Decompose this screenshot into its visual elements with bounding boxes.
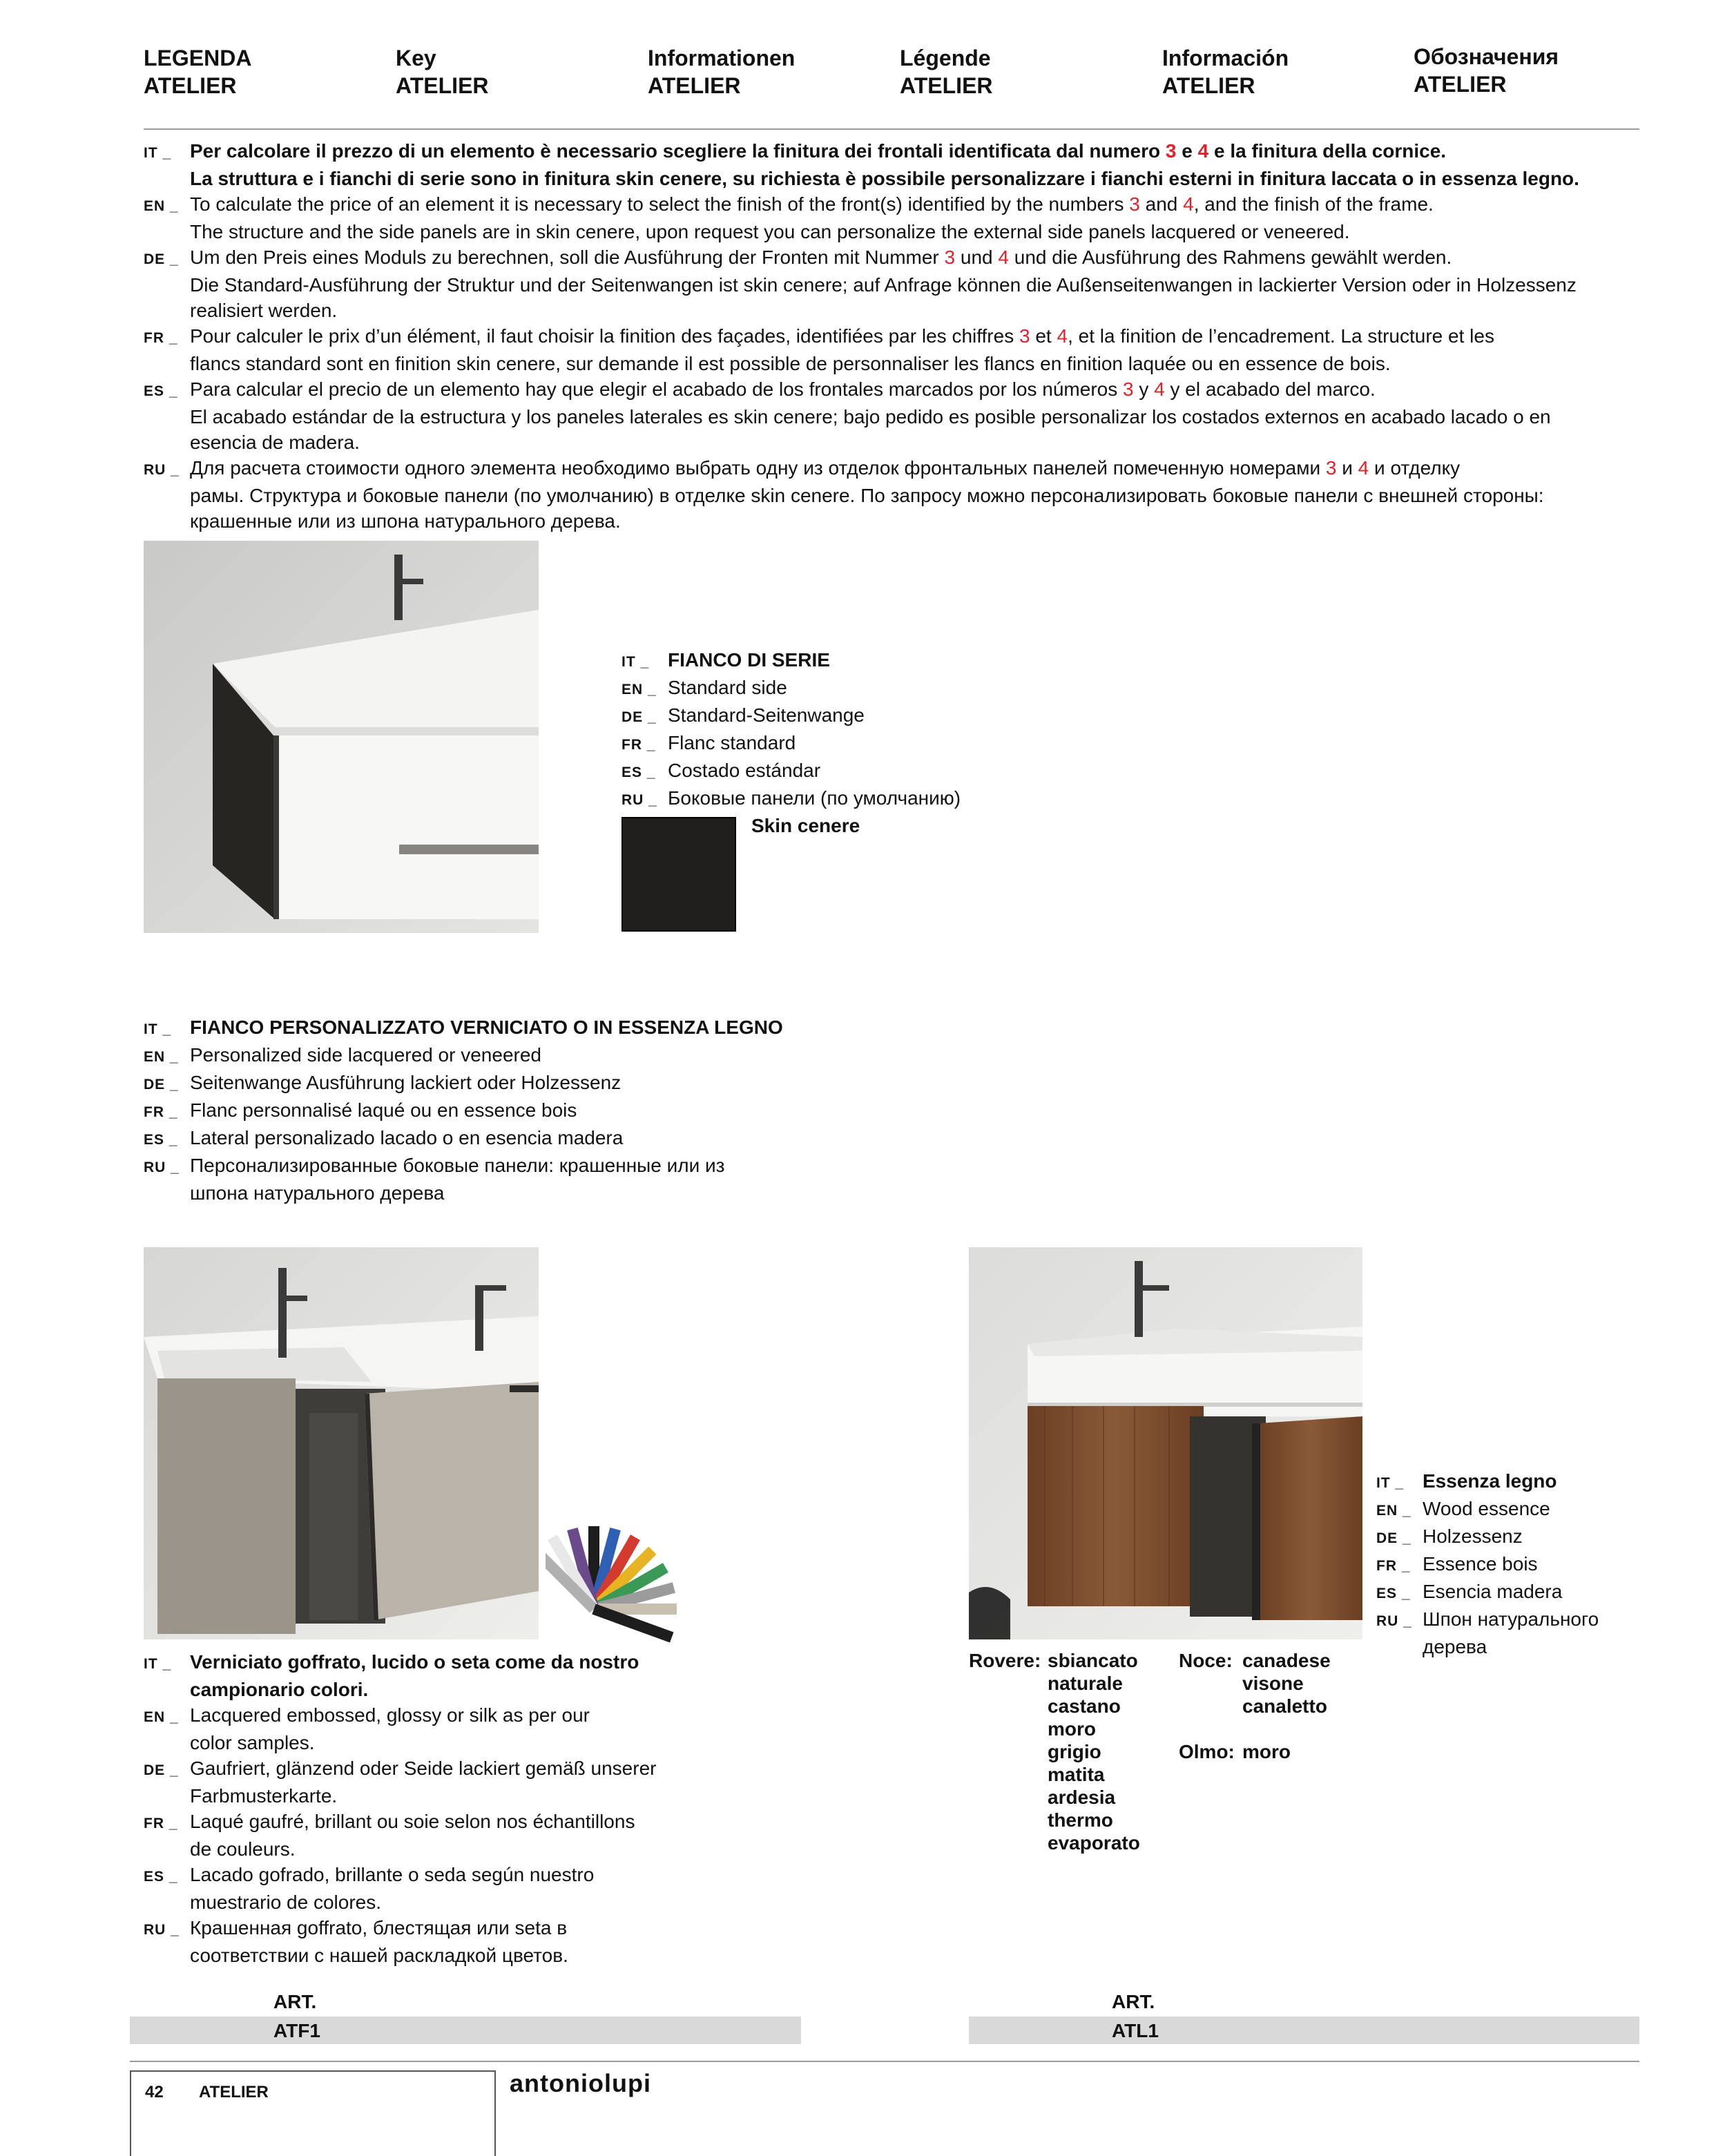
standard-side-es: ES _ Costado estándar [621, 760, 821, 781]
lacquered-es-cont: muestrario de colores. [190, 1892, 382, 1913]
footer-section: ATELIER [199, 2083, 269, 2101]
wood-fr: FR _ Essence bois [1376, 1553, 1538, 1575]
standard-side-fr: FR _ Flanc standard [621, 732, 796, 753]
header-col-ru: Обозначения ATELIER [1414, 44, 1559, 97]
intro-es-line2: El acabado estándar de la estructura y los paneles laterales es skin cenere; bajo pedido es posible personalizar los costados externos en acabado lacado o en [190, 406, 1551, 427]
rovere-options [1048, 1649, 1199, 1854]
standard-side-en: EN _ Standard side [621, 677, 787, 698]
page-number: 42 [145, 2083, 164, 2101]
wood-legend [1376, 1468, 1599, 1659]
wood-en: EN _ Wood essence [1376, 1498, 1550, 1519]
wood-photo [969, 1247, 1362, 1639]
intro-es-line1: ES _ Para calcular el precio de un elemento hay que elegir el acabado de los frontales marcados por los números 3 y 4 y el acabado del marco. [144, 378, 1376, 400]
noce-option: canaletto [1242, 1695, 1327, 1717]
wood-ru: RU _ Шпон натурального [1376, 1608, 1599, 1630]
lacquered-es: ES _ Lacado gofrado, brillante o seda según nuestro [144, 1864, 595, 1885]
intro-es-line3: esencia de madera. [190, 432, 360, 453]
intro-de-line3: realisiert werden. [190, 300, 338, 321]
intro-ru-line1: RU _ Для расчета стоимости одного элемента необходимо выбрать одну из отделок фронтальных панелей помеченную номерами 3 и 4 и отделку [144, 457, 1461, 479]
lacquered-it-cont: campionario colori. [190, 1679, 369, 1700]
lacquered-en: EN _ Lacquered embossed, glossy or silk as per our [144, 1704, 590, 1726]
rovere-option: grigio [1048, 1741, 1101, 1762]
personalized-side-de: DE _ Seitenwange Ausführung lackiert oder Holzessenz [144, 1072, 621, 1093]
personalized-side-es: ES _ Lateral personalizado lacado o en esencia madera [144, 1127, 624, 1148]
personalized-side-it: IT _ FIANCO PERSONALIZZATO VERNICIATO O IN ESSENZA LEGNO [144, 1017, 783, 1038]
standard-side-it: IT _ FIANCO DI SERIE [621, 649, 830, 671]
personalized-side-ru-cont: шпона натурального дерева [190, 1182, 445, 1204]
lacquered-ru-cont: соответствии с нашей раскладкой цветов. [190, 1945, 568, 1966]
lacquered-it: IT _ Verniciato goffrato, lucido o seta come da nostro [144, 1651, 639, 1673]
personalized-side-en: EN _ Personalized side lacquered or veneered [144, 1044, 541, 1066]
rovere-label: Rovere: [969, 1650, 1041, 1671]
intro-ru-line2: рамы. Структура и боковые панели (по умолчанию) в отделке skin cenere. По запросу можно персонализировать боковые панели с внешней стороны: [190, 485, 1544, 506]
intro-ru-line3: крашенные или из шпона натурального дерева. [190, 510, 621, 532]
rovere-option: ardesia [1048, 1787, 1116, 1808]
noce-label: Noce: [1179, 1650, 1233, 1671]
standard-side-ru: RU _ Боковые панели (по умолчанию) [621, 787, 961, 809]
intro-de-line2: Die Standard-Ausführung der Struktur und der Seitenwangen ist skin cenere; auf Anfrage können die Außenseitenwangen in lackierter Version oder in Holzessenz [190, 274, 1577, 296]
rovere-option: matita [1048, 1764, 1105, 1785]
wood-it: IT _ Essenza legno [1376, 1470, 1557, 1492]
standard-side-photo [144, 541, 539, 933]
header-col-en: Key ATELIER [396, 46, 489, 98]
lacquered-de: DE _ Gaufriert, glänzend oder Seide lackiert gemäß unserer [144, 1758, 657, 1779]
intro-en-line1: EN _ To calculate the price of an element it is necessary to select the finish of the front(s) identified by the numbers 3 and 4, and the finish of the frame. [144, 193, 1434, 215]
noce-option: visone [1242, 1673, 1304, 1694]
art-right-code: ATL1 [1112, 2020, 1159, 2041]
skin-cenere-swatch [621, 817, 736, 932]
header-divider [144, 128, 1639, 130]
lacquered-de-cont: Farbmusterkarte. [190, 1785, 338, 1807]
rovere-option: sbiancato [1048, 1650, 1138, 1671]
rovere-option: evaporato [1048, 1832, 1140, 1854]
header-col-it: LEGENDA ATELIER [144, 46, 252, 98]
lacquered-ru: RU _ Крашенная goffrato, блестящая или seta в [144, 1917, 568, 1938]
skin-cenere-label: Skin cenere [751, 815, 860, 836]
lacquered-photo [144, 1247, 539, 1639]
intro-it-line1: IT _ Per calcolare il prezzo di un elemento è necessario scegliere la finitura dei frontali identificata dal numero 3 e 4 e la finitura della cornice. [144, 140, 1447, 162]
intro-en-line2: The structure and the side panels are in skin cenere, upon request you can personalize the external side panels lacquered or veneered. [190, 221, 1350, 242]
noce-options [1242, 1649, 1380, 1717]
intro-fr-line1: FR _ Pour calculer le prix d’un élément, il faut choisir la finition des façades, identifiées par les chiffres 3 et 4, et la finition de l’encadrement. La structure et les [144, 325, 1494, 347]
art-left-label: ART. [273, 1991, 317, 2012]
intro-de-line1: DE _ Um den Preis eines Moduls zu berechnen, soll die Ausführung der Fronten mit Nummer 3 und 4 und die Ausführung des Rahmens gewählt werden. [144, 247, 1452, 268]
art-left-bar [130, 2017, 801, 2044]
lacquered-fr-cont: de couleurs. [190, 1838, 296, 1860]
rovere-option: naturale [1048, 1673, 1123, 1694]
header-col-fr: Légende ATELIER [900, 46, 993, 98]
olmo-option: moro [1242, 1741, 1291, 1762]
intro-it-line2: La struttura e i fianchi di serie sono in finitura skin cenere, su richiesta è possibile personalizzare i fianchi esterni in finitura laccata o in essenza legno. [190, 168, 1579, 189]
art-right-bar [969, 2017, 1639, 2044]
personalized-side-fr: FR _ Flanc personnalisé laqué ou en essence bois [144, 1099, 577, 1121]
rovere-option: moro [1048, 1718, 1096, 1740]
standard-side-de: DE _ Standard-Seitenwange [621, 704, 865, 726]
wood-es: ES _ Esencia madera [1376, 1581, 1563, 1602]
olmo-label: Olmo: [1179, 1741, 1235, 1762]
art-left-code: ATF1 [273, 2020, 320, 2041]
lacquered-en-cont: color samples. [190, 1732, 315, 1753]
personalized-side-ru: RU _ Персонализированные боковые панели: крашенные или из [144, 1155, 725, 1176]
standard-side-legend [621, 647, 961, 813]
rovere-option: castano [1048, 1695, 1121, 1717]
intro-text [144, 138, 1649, 534]
art-right-label: ART. [1112, 1991, 1155, 2012]
color-samples-fan [546, 1505, 684, 1644]
footer-box [130, 2070, 496, 2156]
intro-fr-line2: flancs standard sont en finition skin cenere, sur demande il est possible de personnaliser les flancs en finition laquée ou en essence de bois. [190, 353, 1391, 374]
rovere-option: thermo [1048, 1809, 1113, 1831]
header-col-es: Información ATELIER [1162, 46, 1289, 98]
noce-option: canadese [1242, 1650, 1331, 1671]
personalized-side-legend [144, 1014, 783, 1206]
footer-divider [130, 2061, 1639, 2062]
wood-de: DE _ Holzessenz [1376, 1525, 1523, 1547]
brand-logo: antoniolupi [510, 2069, 651, 2097]
lacquered-fr: FR _ Laqué gaufré, brillant ou soie selon nos échantillons [144, 1811, 635, 1832]
wood-ru-cont: дерева [1423, 1636, 1487, 1657]
lacquered-legend [144, 1649, 656, 1968]
header-col-de: Informationen ATELIER [648, 46, 796, 98]
